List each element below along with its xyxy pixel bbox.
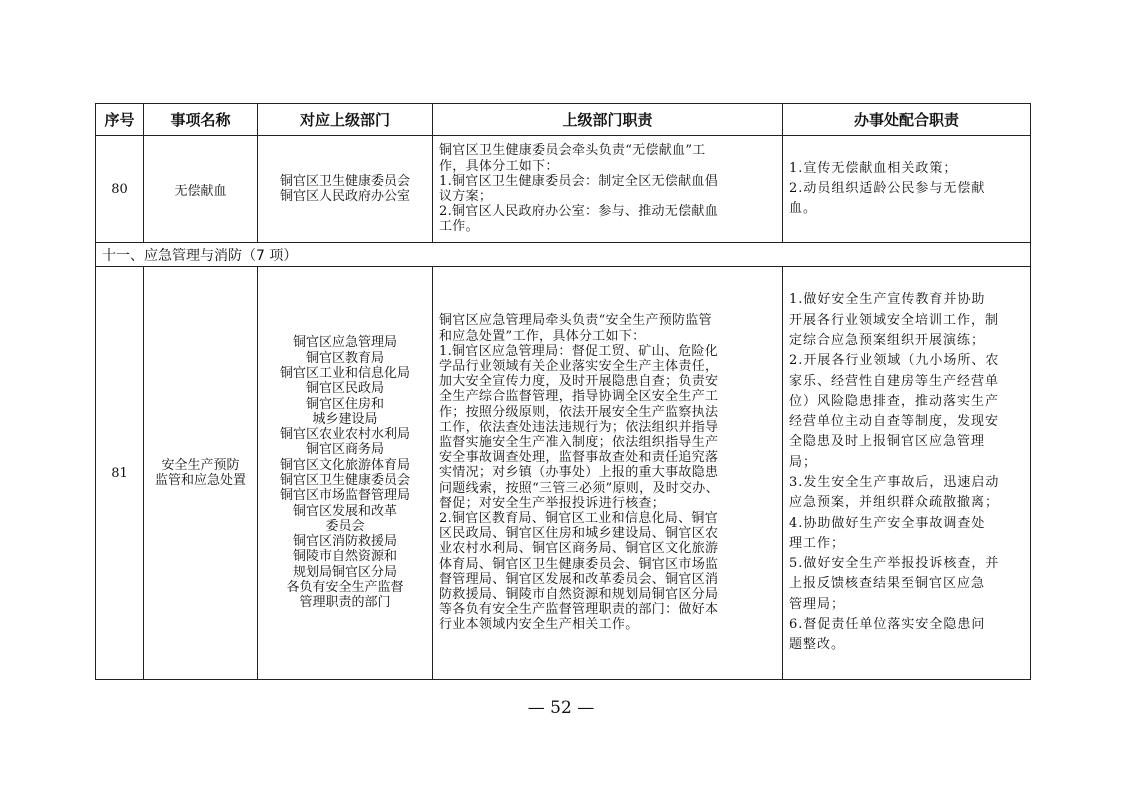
text-line: 2.动员组织适龄公民参与无偿献 bbox=[789, 180, 986, 196]
row-name: 无偿献血 bbox=[144, 136, 258, 243]
header-name: 事项名称 bbox=[144, 104, 258, 136]
text-line: 铜官区人民政府办公室 bbox=[279, 189, 410, 204]
text-line: 铜官区文化旅游体育局 bbox=[279, 457, 410, 473]
text-line: 体育局、铜官区卫生健康委员会、铜官区市场监 bbox=[439, 556, 719, 572]
text-line: 安全生产预防 bbox=[161, 457, 240, 473]
section-row bbox=[96, 243, 1031, 267]
text-line: 铜官区发展和改革 bbox=[292, 503, 397, 519]
text-line: 防救援局、铜陵市自然资源和规划局铜官区分局 bbox=[439, 587, 719, 603]
text-line: 铜官区卫生健康委员会牵头负责“无偿献血”工 bbox=[439, 143, 706, 159]
header-coop: 办事处配合职责 bbox=[783, 104, 1031, 136]
text-line: 血。 bbox=[789, 201, 818, 217]
row-coop bbox=[783, 136, 1031, 243]
header-dept: 对应上级部门 bbox=[258, 104, 433, 136]
text-line: 实情况；对乡镇（办事处）上报的重大事故隐患 bbox=[439, 465, 719, 481]
text-line: 铜陵市自然资源和 bbox=[292, 549, 397, 565]
page-number: — 52 — bbox=[527, 698, 595, 718]
text-line: 铜官区应急管理局 bbox=[292, 335, 397, 351]
text-line: 理工作； bbox=[789, 535, 846, 551]
text-line: 铜官区应急管理局牵头负责“安全生产预防监管 bbox=[439, 313, 712, 329]
text-line: 问题线索，按照“三管三必须”原则，及时交办、 bbox=[439, 480, 719, 496]
text-line: 管理职责的部门 bbox=[299, 595, 391, 611]
text-line: 作，具体分工如下： bbox=[439, 158, 559, 174]
text-line: 2.铜官区教育局、铜官区工业和信息化局、铜官 bbox=[439, 511, 719, 526]
text-line: 规划局铜官区分局 bbox=[292, 564, 397, 580]
text-line: 学品行业领域有关企业落实安全生产主体责任， bbox=[439, 358, 719, 374]
text-line: 铜官区工业和信息化局 bbox=[279, 365, 410, 381]
text-line: 工作，依法查处违法违规行为；依法组织并指导 bbox=[439, 419, 719, 435]
text-line: 1.宣传无偿献血相关政策； bbox=[789, 160, 958, 176]
text-line: 督管理局、铜官区发展和改革委员会、铜官区消 bbox=[439, 571, 719, 587]
text-line: 2.铜官区人民政府办公室：参与、推动无偿献血 bbox=[439, 204, 719, 220]
text-line: 3.发生安全生产事故后，迅速启动 bbox=[789, 475, 1000, 490]
text-line: 委员会 bbox=[325, 518, 365, 534]
header-duties: 上级部门职责 bbox=[433, 104, 783, 136]
text-line: 题整改。 bbox=[789, 637, 846, 653]
text-line: 应急预案，并组织群众疏散撤离； bbox=[789, 495, 1000, 511]
text-line: 家乐、经营性自建房等生产经营单 bbox=[789, 373, 1000, 389]
text-line: 铜官区民政局 bbox=[305, 381, 384, 397]
text-line: 4.协助做好生产安全事故调查处 bbox=[789, 515, 986, 531]
text-line: 上报反馈核查结果至铜官区应急 bbox=[789, 576, 986, 592]
text-line: 作；按照分级原则，依法开展安全生产监察执法 bbox=[439, 404, 719, 420]
responsibility-table bbox=[95, 103, 1031, 680]
row-duties bbox=[433, 136, 783, 243]
row-duties bbox=[433, 267, 783, 680]
text-line: 管理局； bbox=[789, 596, 846, 612]
text-line: 城乡建设局 bbox=[312, 411, 378, 427]
text-line: 开展各行业领域安全培训工作，制 bbox=[789, 312, 1000, 328]
text-line: 铜官区市场监督管理局 bbox=[279, 488, 410, 504]
row-name bbox=[144, 267, 258, 680]
text-line: 加大安全宣传力度，及时开展隐患自查；负责安 bbox=[439, 374, 719, 390]
text-line: 监管和应急处置 bbox=[154, 473, 246, 488]
text-line: 1.铜官区应急管理局：督促工贸、矿山、危险化 bbox=[439, 343, 719, 359]
text-line: 业农村水利局、铜官区商务局、铜官区文化旅游 bbox=[439, 541, 719, 557]
text-line: 定综合应急预案组织开展演练； bbox=[789, 332, 986, 348]
text-line: 和应急处置”工作，具体分工如下： bbox=[439, 328, 646, 344]
text-line: 督促；对安全生产举报投诉进行核查； bbox=[439, 495, 666, 511]
table-row-81 bbox=[96, 267, 1031, 680]
text-line: 工作。 bbox=[439, 219, 479, 235]
text-line: 议方案； bbox=[439, 189, 493, 204]
text-line: 全隐患及时上报铜官区应急管理 bbox=[789, 434, 986, 450]
text-line: 全生产综合监督管理，指导协调全区安全生产工 bbox=[439, 389, 719, 405]
text-line: 铜官区商务局 bbox=[305, 442, 384, 458]
text-line: 1.做好安全生产宣传教育并协助 bbox=[789, 292, 986, 308]
text-line: 局； bbox=[789, 454, 818, 470]
text-line: 6.督促责任单位落实安全隐患问 bbox=[789, 617, 986, 633]
text-line: 2.开展各行业领域（九小场所、农 bbox=[789, 353, 1000, 369]
text-line: 区民政局、铜官区住房和城乡建设局、铜官区农 bbox=[439, 526, 719, 542]
table-row-80 bbox=[96, 136, 1031, 243]
text-line: 安全事故调查处理，监督事故查处和责任追究落 bbox=[439, 450, 719, 466]
row-no: 81 bbox=[96, 267, 144, 680]
text-line: 行业本领域内安全生产相关工作。 bbox=[439, 617, 639, 633]
header-no: 序号 bbox=[96, 104, 144, 136]
text-line: 经营单位主动自查等制度，发现安 bbox=[789, 414, 1000, 430]
text-line: 铜官区消防救援局 bbox=[292, 534, 397, 550]
row-depts bbox=[258, 136, 433, 243]
text-line: 位）风险隐患排查，推动落实生产 bbox=[789, 393, 1000, 409]
row-no: 80 bbox=[96, 136, 144, 243]
text-line: 等各负有安全生产监督管理职责的部门：做好本 bbox=[439, 602, 719, 618]
text-line: 监督实施安全生产准入制度；依法组织指导生产 bbox=[439, 434, 719, 450]
text-line: 铜官区卫生健康委员会 bbox=[279, 173, 410, 189]
text-line: 铜官区农业农村水利局 bbox=[279, 427, 410, 443]
text-line: 5.做好安全生产举报投诉核查，并 bbox=[789, 556, 1000, 572]
text-line: 铜官区教育局 bbox=[305, 350, 384, 366]
text-line: 1.铜官区卫生健康委员会：制定全区无偿献血倡 bbox=[439, 173, 719, 189]
text-line: 各负有安全生产监督 bbox=[286, 580, 404, 596]
text-line: 铜官区住房和 bbox=[305, 396, 384, 412]
section-heading: 十一、应急管理与消防（7 项） bbox=[96, 243, 1031, 267]
header-row bbox=[96, 104, 1031, 136]
row-depts bbox=[258, 267, 433, 680]
row-coop bbox=[783, 267, 1031, 680]
text-line: 铜官区卫生健康委员会 bbox=[279, 473, 410, 488]
